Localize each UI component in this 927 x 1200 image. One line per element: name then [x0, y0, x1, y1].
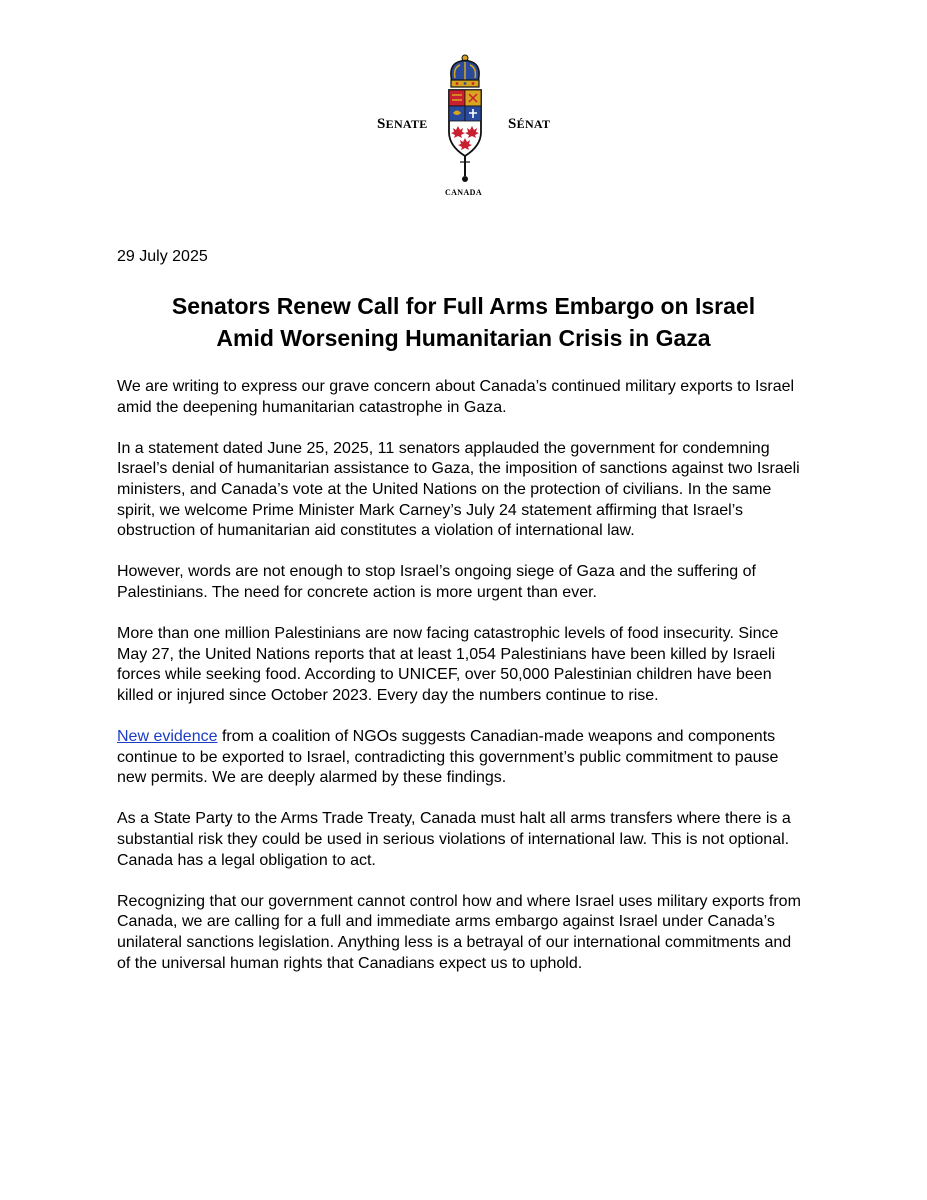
senate-label: SENATE: [377, 116, 428, 132]
new-evidence-link[interactable]: New evidence: [117, 728, 218, 746]
paragraph-insecurity: More than one million Palestinians are now facing catastrophic levels of food insecurity. Since May 27, the United Nations reports that at least 1,054 Palestinians have been killed by Israeli forces while seeking food. According to UNICEF, over 50,000 Palestinian children have been killed or injured since October 2023. Every day the numbers continue to rise.: [117, 625, 779, 704]
paragraph-evidence-text: from a coalition of NGOs suggests Canadian-made weapons and components continue to be exported to Israel, contradicting this government’s public commitment to pause new permits. We are deeply alarmed by these findings.: [117, 728, 779, 787]
letter-body: [117, 377, 807, 995]
paragraph-words: However, words are not enough to stop Israel’s ongoing siege of Gaza and the suffering of Palestinians. The need for concrete action is more urgent than ever.: [117, 563, 756, 601]
title-line-1: Senators Renew Call for Full Arms Embargo on Israel: [171, 293, 756, 319]
paragraph-evidence: [117, 727, 807, 789]
document-date: 29 July 2025: [117, 248, 208, 265]
paragraph-embargo: Recognizing that our government cannot control how and where Israel uses military exports from Canada, we are calling for a full and immediate arms embargo against Israel under Canada’s unilateral sanctions legislation. Anything less is a betrayal of our international commitments and of the universal human rights that Canadians expect us to uphold.: [117, 892, 801, 972]
senate-crest-icon: [440, 52, 490, 184]
senat-label: SÉNAT: [508, 116, 551, 132]
page-title: [0, 290, 927, 354]
letterhead: [0, 52, 927, 202]
country-label: CANADA: [444, 188, 483, 197]
title-line-2: Amid Worsening Humanitarian Crisis in Gaza: [216, 325, 711, 351]
paragraph-statement: In a statement dated June 25, 2025, 11 senators applauded the government for condemning Israel’s denial of humanitarian assistance to Gaza, the imposition of sanctions against two Israeli ministers, and Canada’s vote at the United Nations on the protection of civilians. In the same spirit, we welcome Prime Minister Mark Carney’s July 24 statement affirming that Israel’s obstruction of humanitarian aid constitutes a violation of international law.: [117, 439, 800, 540]
paragraph-concern: We are writing to express our grave concern about Canada’s continued military exports to Israel amid the deepening humanitarian catastrophe in Gaza.: [117, 378, 795, 416]
paragraph-treaty: As a State Party to the Arms Trade Treaty, Canada must halt all arms transfers where there is a substantial risk they could be used in serious violations of international law. This is not optional. Canada has a legal obligation to act.: [117, 810, 791, 869]
